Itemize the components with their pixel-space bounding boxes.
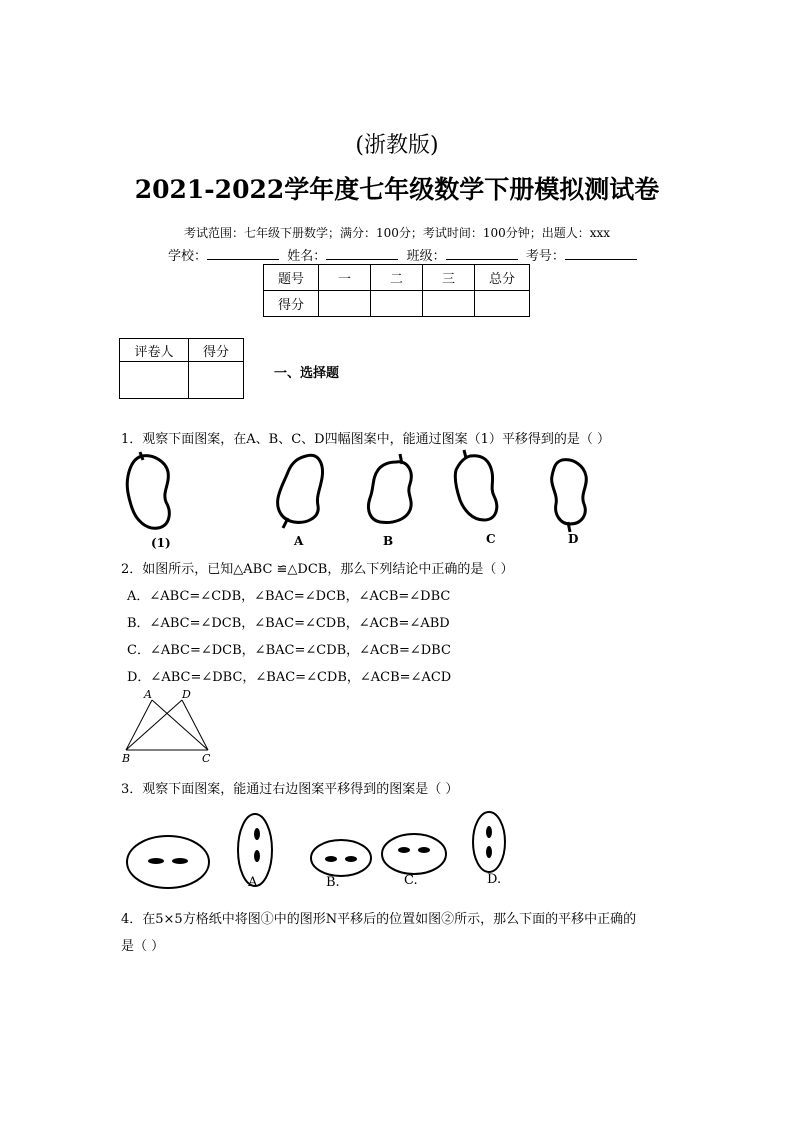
figure-c-label: C [486, 532, 496, 546]
option-d-eye [486, 846, 492, 858]
score-header-cell: 总分 [475, 265, 530, 291]
figure-d-label: D [568, 532, 579, 546]
reference-eye [172, 858, 188, 864]
question-2-option-a: A．∠ABC=∠CDB，∠BAC=∠DCB，∠ACB=∠DBC [127, 589, 451, 604]
grader-cell[interactable] [120, 362, 189, 399]
figure-b-tail [400, 454, 402, 464]
class-label: 班级： [406, 249, 446, 264]
figure-1-label: (1) [151, 536, 171, 550]
class-blank [446, 247, 518, 260]
score-header-cell: 三 [423, 265, 475, 291]
question-3-label-d: D. [487, 872, 502, 887]
vertex-label-d: D [182, 690, 191, 701]
reference-eye [148, 858, 164, 864]
school-label: 学校： [168, 249, 208, 264]
segment-db [126, 700, 182, 750]
figure-b-label: B [383, 534, 394, 548]
name-label: 姓名： [287, 249, 327, 264]
figure-1-tail [140, 452, 143, 460]
option-b-eye [325, 856, 337, 862]
option-c-face [382, 834, 446, 874]
figure-b-blob [368, 462, 411, 523]
question-2-triangle-figure [118, 690, 218, 766]
name-blank [326, 247, 398, 260]
edition-label: (浙教版) [355, 133, 439, 158]
option-b-eye [345, 856, 357, 862]
question-2-text: 2．如图所示，已知△ABC ≌△DCB，那么下列结论中正确的是（ ） [121, 562, 514, 577]
figure-a-blob [278, 455, 323, 522]
reference-face [127, 836, 209, 888]
question-4-text-line-2: 是（ ） [121, 939, 165, 954]
grader-cell[interactable] [189, 362, 244, 399]
question-2-option-d: D．∠ABC=∠DBC，∠BAC=∠CDB，∠ACB=∠ACD [127, 670, 452, 685]
score-cell[interactable] [319, 291, 371, 317]
question-3-label-c: C. [404, 873, 418, 888]
question-1-text: 1．观察下面图案，在A、B、C、D四幅图案中，能通过图案（1）平移得到的是（ ） [121, 432, 610, 447]
grader-table-body-row [120, 362, 244, 399]
exam-number-label: 考号： [525, 249, 565, 264]
score-row-label: 得分 [264, 291, 319, 317]
score-header-cell: 题号 [264, 265, 319, 291]
question-1-figure [110, 448, 610, 552]
question-4-text-line-1: 4．在5×5方格纸中将图①中的图形N平移后的位置如图②所示，那么下面的平移中正确的 [121, 912, 637, 927]
question-3-figure [124, 806, 524, 892]
figure-c-tail [464, 450, 466, 458]
school-blank [207, 247, 279, 260]
exam-number-blank [565, 247, 637, 260]
score-cell[interactable] [371, 291, 423, 317]
score-cell[interactable] [475, 291, 530, 317]
question-3-text: 3．观察下面图案，能通过右边图案平移得到的图案是（ ） [121, 782, 459, 797]
grader-table-header-row [120, 339, 244, 362]
question-3-label-b: B. [326, 875, 340, 890]
question-2-option-b: B．∠ABC=∠DCB，∠BAC=∠CDB，∠ACB=∠ABD [127, 616, 450, 631]
option-d-face [473, 812, 505, 872]
option-b-face [311, 840, 371, 876]
option-d-eye [486, 826, 492, 838]
vertex-label-b: B [122, 752, 131, 765]
option-c-eye [398, 847, 410, 853]
figure-1-blob [127, 456, 169, 529]
grader-header-cell: 评卷人 [120, 339, 189, 362]
student-fields [168, 245, 637, 264]
score-table-header-row [264, 265, 530, 291]
grader-table [119, 338, 244, 399]
score-table [263, 264, 530, 317]
section-title: 一、选择题 [274, 366, 340, 381]
figure-d-tail [568, 522, 570, 532]
exam-title: 2021-2022学年度七年级数学下册模拟测试卷 [134, 175, 660, 204]
figure-a-label: A [294, 534, 304, 548]
question-2-option-c: C．∠ABC=∠DCB，∠BAC=∠CDB，∠ACB=∠DBC [127, 643, 451, 658]
segment-ac [152, 700, 208, 750]
score-header-cell: 一 [319, 265, 371, 291]
score-header-cell: 二 [371, 265, 423, 291]
grader-header-cell: 得分 [189, 339, 244, 362]
option-a-eye [254, 850, 260, 862]
segment-dc [182, 700, 208, 750]
option-a-eye [254, 828, 260, 840]
vertex-label-a: A [144, 690, 152, 701]
figure-c-blob [455, 456, 497, 520]
vertex-label-c: C [202, 752, 211, 765]
figure-d-blob [552, 460, 587, 524]
question-3-label-a: A. [248, 875, 262, 890]
score-table-score-row [264, 291, 530, 317]
option-c-eye [418, 847, 430, 853]
score-cell[interactable] [423, 291, 475, 317]
segment-ab [126, 700, 152, 750]
exam-info: 考试范围：七年级下册数学；满分：100分；考试时间：100分钟；出题人：xxx [183, 226, 611, 240]
